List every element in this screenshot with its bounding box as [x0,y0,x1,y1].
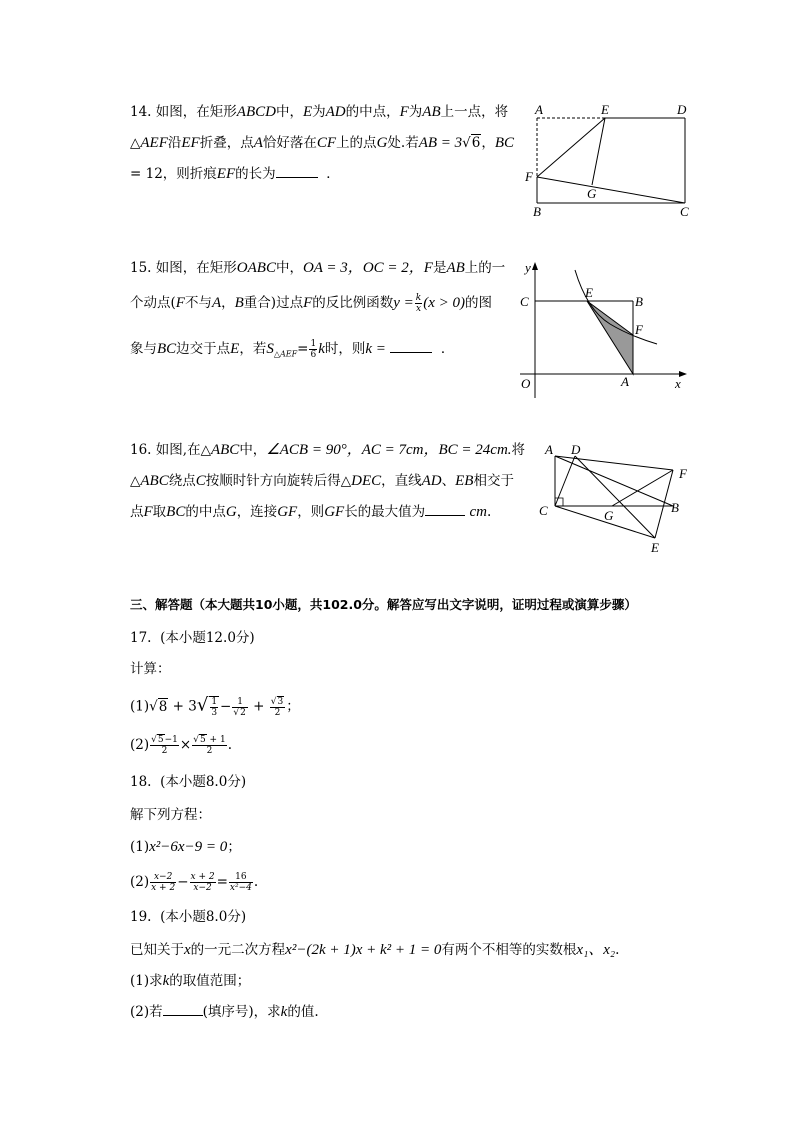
text: 时，则 [324,341,366,357]
text: 的取值范围； [169,973,251,989]
text: − [177,874,189,890]
var: DEC [351,473,382,489]
text: 的反比例函数 [312,295,394,311]
text: 已知关于 [130,942,184,958]
var: E [302,104,313,120]
q19-part1 [130,972,250,990]
label-A: A [545,442,553,457]
text: 中， [275,104,303,120]
label-x: x [675,376,681,391]
q14-line3 [130,165,340,183]
var: F [303,295,313,311]
text: 的中点 [185,504,226,520]
var: k [280,1004,288,1020]
text: 取 [152,504,167,520]
var: OA = 3， [302,260,363,276]
q19-part2 [130,1003,319,1021]
q18-task: 解下列方程： [130,807,211,823]
sqrt-symbol: √ [196,694,209,716]
label: (2) [130,737,150,753]
q17-header [130,629,255,647]
label-E: E [585,285,593,300]
text: 处.若 [387,135,419,151]
denominator: 2 [274,707,281,718]
text: 上的一 [464,260,506,276]
text: ； [227,839,241,855]
q14-line2 [130,134,514,152]
q14-line1 [130,103,508,121]
label-O: O [521,376,531,391]
fraction [190,872,216,893]
text: 个动点( [130,295,176,311]
label: (2) [130,874,150,890]
q15-line3 [130,339,454,364]
text: . [227,737,232,753]
q17-part1 [130,696,300,718]
q19-line1 [130,941,619,959]
denominator: x [415,304,422,314]
label: (2) [130,1004,150,1020]
var: AD [325,104,346,120]
var: AEF [140,135,168,151]
text: 上的点 [336,135,377,151]
text: 如图，在矩形 [155,104,237,120]
q17-part2 [130,735,232,756]
section3-heading: 三、解答题（本大题共10小题，共102.0分。解答应写出文字说明，证明过程或演算步骤） [130,597,637,612]
text: 不与 [184,295,212,311]
answer-blank[interactable] [425,503,465,516]
text: 的中点， [345,104,400,120]
numerator: x−2 [150,872,176,883]
text: 如图，在矩形 [155,260,237,276]
var: ABC [210,442,240,458]
var: BC [494,135,515,151]
text: × [179,737,192,753]
var: AD [421,473,442,489]
fraction [209,696,219,718]
var: B [234,295,244,311]
var: k [318,341,325,357]
label-F: F [525,169,533,184]
text: ，若 [239,341,267,357]
sqrt-symbol: √ [149,698,158,715]
text: 长的最大值为 [344,504,426,520]
text: 的一元二次方程 [190,942,286,958]
text: . [486,504,492,520]
numerator: x + 2 [190,872,215,882]
label: (1) [130,839,150,855]
var: G [225,504,237,520]
q15-line2 [130,293,492,314]
text: = [216,874,228,890]
text: 为 [408,104,423,120]
var: EF [181,135,200,151]
var: x [184,942,191,958]
label-C: C [539,503,548,518]
var: y = [393,295,414,311]
q14-number: 14. [130,104,152,120]
numerator: k [415,293,422,303]
radicand: 6 [471,135,481,151]
label-D: D [571,442,581,457]
text: 若 [149,1004,163,1020]
q18-header [130,773,246,791]
text: ， [221,295,235,311]
fraction [229,872,253,893]
text: 是 [432,260,447,276]
text: −1 [164,735,178,745]
fraction [232,697,247,718]
var: BC [166,504,186,520]
label-C: C [680,204,689,219]
label-E: E [651,540,659,555]
var: OC = 2， [362,260,424,276]
q16-figure [535,440,700,558]
text: 象与 [130,341,157,357]
numerator: 1 [232,697,247,708]
denominator: x−2 [193,883,212,893]
radicand: 5 [199,735,206,745]
score: (本小题12.0分) [160,630,255,646]
text: 上一点，将 [440,104,509,120]
label-C: C [520,294,529,309]
text: 重合)过点 [243,295,304,311]
var: k = [365,341,386,357]
text: 有两个不相等的实数根 [441,942,577,958]
text: 恰好落在 [262,135,317,151]
score: (本小题8.0分) [160,909,247,925]
denominator: x²−4 [229,883,252,893]
text: ，则 [297,504,325,520]
var: GF [277,504,298,520]
equation: x²−6x−9 = 0 [149,839,228,855]
segment-GF [612,470,673,506]
numerator: √5 + 1 [193,735,226,745]
text: ； [286,698,300,715]
text: 相交于 [473,473,514,489]
denominator: √2 [233,707,246,718]
text: 沿 [167,135,182,151]
equation: x²−(2k + 1)x + k² + 1 = 0 [285,942,442,958]
fraction [150,872,176,893]
denominator: 3 [211,708,218,718]
numerator: 1 [310,339,317,349]
fraction [150,735,179,756]
q16-number: 16. [130,442,152,458]
text: − [220,698,232,715]
q19-number: 19. [130,909,152,925]
var: OABC [236,260,276,276]
label-A: A [535,102,543,117]
radicand: 3 [277,696,284,707]
label-B: B [671,500,679,515]
radicand: 8 [158,698,168,715]
text: . [615,942,620,958]
text: 将 [511,442,526,458]
text: 的值. [287,1004,319,1020]
triangle-symbol: △ [130,473,141,489]
radicand: 5 [157,735,164,745]
q15-figure [515,258,695,398]
label-G: G [604,508,614,523]
var: ABC [140,473,169,489]
text: ，连接 [236,504,278,520]
var: AB = 3 [418,135,463,151]
var: BC [157,341,177,357]
q15-line1 [130,259,505,277]
label-G: G [587,186,597,201]
var: BC = 24cm. [438,442,512,458]
var: E [230,341,240,357]
numerator: √5−1 [151,735,178,745]
label-F: F [679,466,687,481]
label-B: B [635,294,643,309]
text: 按顺时针方向旋转后得 [205,473,341,489]
var: F [423,260,433,276]
numerator: √3 [270,696,284,707]
text: + 3 [172,698,197,715]
var: AB [446,260,465,276]
text: 的长为 [235,166,276,182]
q15-number: 15. [130,260,152,276]
q19-header [130,908,246,926]
text: ． [326,166,340,182]
var: EB [455,473,474,489]
var: F [175,295,185,311]
triangle-symbol: △ [130,135,141,151]
q18-number: 18. [130,774,152,790]
label-y: y [525,260,531,275]
text: (填序号)，求 [202,1004,281,1020]
text: ， [481,135,495,151]
text: 、 [441,473,456,489]
text: ． [440,341,455,357]
text: 的图 [465,295,493,311]
var: (x > 0) [423,295,466,311]
label-B: B [533,204,541,219]
text: 绕点 [168,473,196,489]
edge-FC [537,177,685,203]
label-D: D [677,102,687,117]
text: 中， [275,260,303,276]
var: x₁、x₂ [576,942,616,958]
triangle-symbol: △ [340,473,352,489]
var: GF [324,504,345,520]
text: . [253,874,259,890]
var: G [376,135,388,151]
fraction [270,697,285,718]
answer-blank[interactable] [390,340,432,353]
score: (本小题8.0分) [160,774,247,790]
var: A [253,135,263,151]
text: 中， [239,442,267,458]
var: AB [422,104,441,120]
var: CF [316,135,337,151]
text: 边交于点 [176,341,231,357]
label: (1) [130,973,150,989]
var: A [211,295,222,311]
q16-line1 [130,441,525,459]
q16-line3 [130,503,491,521]
text: 如图,在 [155,442,201,458]
text: = [297,341,309,357]
var: k [162,973,170,989]
text: = 12，则折痕 [130,166,217,182]
denominator: x + 2 [151,883,176,893]
radicand: 2 [240,707,246,718]
var: F [399,104,409,120]
text: 点 [130,504,144,520]
text: + 1 [206,735,226,745]
fraction-1-6 [309,339,317,360]
q17-task: 计算： [130,661,171,677]
label: (1) [130,698,150,715]
edge-CD [555,456,575,506]
numerator: 1 [211,697,218,707]
label-E: E [601,102,609,117]
q14-figure [525,100,700,220]
label-A: A [621,374,629,389]
fraction [192,735,226,756]
var: S [266,341,274,357]
fraction-k-over-x [415,293,422,314]
var: C [195,473,206,489]
y-arrow [532,262,538,270]
var: cm [469,504,487,520]
q18-part1 [130,838,241,856]
denominator: 2 [161,746,168,756]
var: ∠ACB = 90°， [266,442,362,458]
text: 折叠，点 [199,135,254,151]
triangle-symbol: △ [200,442,211,458]
text: 为 [312,104,326,120]
q17-number: 17. [130,630,152,646]
q16-line2 [130,472,514,490]
triangle-AEF [587,301,633,374]
text: + [253,698,265,715]
var: EF [216,166,236,182]
denominator: 2 [206,746,213,756]
denominator: 6 [310,350,317,360]
subscript: △AEF [273,349,298,359]
answer-blank[interactable] [163,1003,203,1016]
text: ，直线 [381,473,422,489]
answer-blank[interactable] [276,165,318,178]
text: 求 [149,973,163,989]
numerator: 16 [229,872,253,883]
q18-part2 [130,872,258,893]
label-F: F [635,322,643,337]
var: AC = 7cm， [361,442,439,458]
sqrt-symbol: √ [462,135,471,151]
var: ABCD [236,104,276,120]
var: F [143,504,153,520]
